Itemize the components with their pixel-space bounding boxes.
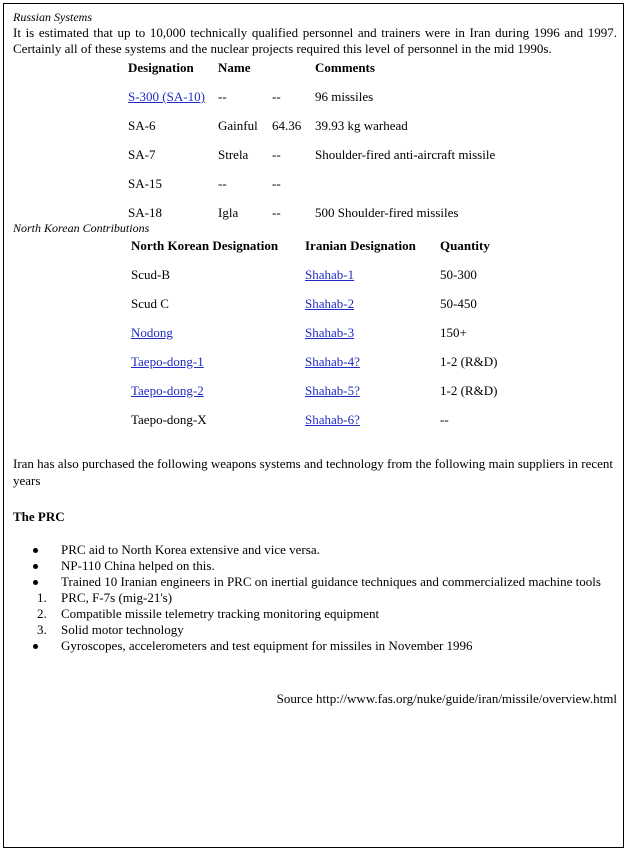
- table-cell: --: [218, 176, 227, 191]
- table-cell: Gainful: [218, 118, 258, 133]
- table-cell: SA-7: [128, 147, 156, 162]
- column-header-extra: [272, 60, 315, 89]
- list-item: [13, 574, 617, 638]
- russian-intro-paragraph: It is estimated that up to 10,000 technically qualified personnel and trainers were in Iran during 1996 and 1997. Certainly all of these systems and the nuclear projects required this level of personnel in the mid 1990s.: [13, 25, 617, 56]
- table-row: [131, 354, 497, 383]
- prc-heading: The PRC: [13, 509, 65, 524]
- bullet-icon: [33, 644, 38, 649]
- list-item: [13, 558, 617, 574]
- shahab-5-link[interactable]: Shahab-5?: [305, 383, 360, 398]
- sub-item-text: Solid motor technology: [61, 622, 184, 637]
- table-cell: Taepo-dong-X: [131, 412, 207, 427]
- list-item-text: Trained 10 Iranian engineers in PRC on inertial guidance techniques and commercialized machine tools: [61, 574, 601, 589]
- table-row: [131, 267, 497, 296]
- table-row: [131, 412, 497, 441]
- list-item-text: PRC aid to North Korea extensive and vice versa.: [61, 542, 320, 557]
- table-cell: --: [440, 412, 449, 427]
- nodong-link[interactable]: Nodong: [131, 325, 173, 340]
- table-cell: --: [218, 89, 227, 104]
- source-citation: Source http://www.fas.org/nuke/guide/iran/missile/overview.html: [276, 691, 617, 706]
- table-cell: 64.36: [272, 118, 302, 133]
- russian-systems-table: [128, 60, 495, 234]
- document-frame: [3, 3, 624, 848]
- item-number: 1.: [37, 590, 47, 605]
- table-cell: Scud C: [131, 296, 169, 311]
- table-cell: 96 missiles: [315, 89, 374, 104]
- shahab-4-link[interactable]: Shahab-4?: [305, 354, 360, 369]
- bullet-icon: [33, 548, 38, 553]
- table-row: [131, 383, 497, 412]
- table-row: [131, 296, 497, 325]
- sub-list-item: [13, 590, 617, 606]
- table-cell: 50-450: [440, 296, 477, 311]
- column-header-name: Name: [218, 60, 251, 75]
- list-item-text: NP-110 China helped on this.: [61, 558, 215, 573]
- table-cell: --: [272, 205, 281, 220]
- shahab-1-link[interactable]: Shahab-1: [305, 267, 355, 282]
- table-cell: Strela: [218, 147, 249, 162]
- column-header-designation: Designation: [128, 60, 194, 75]
- table-cell: SA-18: [128, 205, 162, 220]
- purchase-paragraph: Iran has also purchased the following weapons systems and technology from the following main suppliers in recent years: [13, 456, 614, 488]
- sub-item-text: Compatible missile telemetry tracking monitoring equipment: [61, 606, 380, 621]
- table-row: [131, 325, 497, 354]
- table-row: [128, 147, 495, 176]
- list-item-text: Gyroscopes, accelerometers and test equipment for missiles in November 1996: [61, 638, 473, 653]
- sub-list-item: [13, 622, 617, 638]
- table-cell: Shoulder-fired anti-aircraft missile: [315, 147, 496, 162]
- table-cell: SA-6: [128, 118, 156, 133]
- list-item: [13, 638, 617, 654]
- prc-bullet-list: [13, 542, 617, 654]
- column-header-nk-designation: North Korean Designation: [131, 238, 279, 253]
- table-header-row: [131, 238, 497, 267]
- prc-sub-list: [13, 590, 617, 638]
- shahab-2-link[interactable]: Shahab-2: [305, 296, 355, 311]
- s300-link[interactable]: S-300 (SA-10): [128, 89, 205, 104]
- item-number: 3.: [37, 622, 47, 637]
- table-cell: 39.93 kg warhead: [315, 118, 408, 133]
- taepo-dong-2-link[interactable]: Taepo-dong-2: [131, 383, 204, 398]
- table-cell: SA-15: [128, 176, 162, 191]
- table-cell: [315, 176, 495, 205]
- table-cell: --: [272, 147, 281, 162]
- taepo-dong-1-link[interactable]: Taepo-dong-1: [131, 354, 204, 369]
- table-cell: 150+: [440, 325, 467, 340]
- document-content: [13, 10, 617, 707]
- russian-systems-heading: Russian Systems: [13, 10, 92, 24]
- item-number: 2.: [37, 606, 47, 621]
- table-cell: 1-2 (R&D): [440, 383, 498, 398]
- list-item: [13, 542, 617, 558]
- table-cell: 500 Shoulder-fired missiles: [315, 205, 459, 220]
- table-row: [128, 89, 495, 118]
- sub-item-text: PRC, F-7s (mig-21's): [61, 590, 173, 605]
- column-header-quantity: Quantity: [440, 238, 490, 253]
- table-header-row: [128, 60, 495, 89]
- bullet-icon: [33, 564, 38, 569]
- table-cell: Igla: [218, 205, 239, 220]
- shahab-3-link[interactable]: Shahab-3: [305, 325, 355, 340]
- column-header-comments: Comments: [315, 60, 375, 75]
- table-row: [128, 118, 495, 147]
- bullet-icon: [33, 580, 38, 585]
- north-korean-heading: North Korean Contributions: [13, 221, 150, 235]
- table-cell: 1-2 (R&D): [440, 354, 498, 369]
- table-cell: --: [272, 89, 281, 104]
- sub-list-item: [13, 606, 617, 622]
- table-cell: 50-300: [440, 267, 477, 282]
- north-korean-table: [131, 238, 497, 441]
- table-cell: --: [272, 176, 281, 191]
- shahab-6-link[interactable]: Shahab-6?: [305, 412, 360, 427]
- column-header-iranian-designation: Iranian Designation: [305, 238, 416, 253]
- table-row: [128, 205, 495, 234]
- table-row: [128, 176, 495, 205]
- table-cell: Scud-B: [131, 267, 170, 282]
